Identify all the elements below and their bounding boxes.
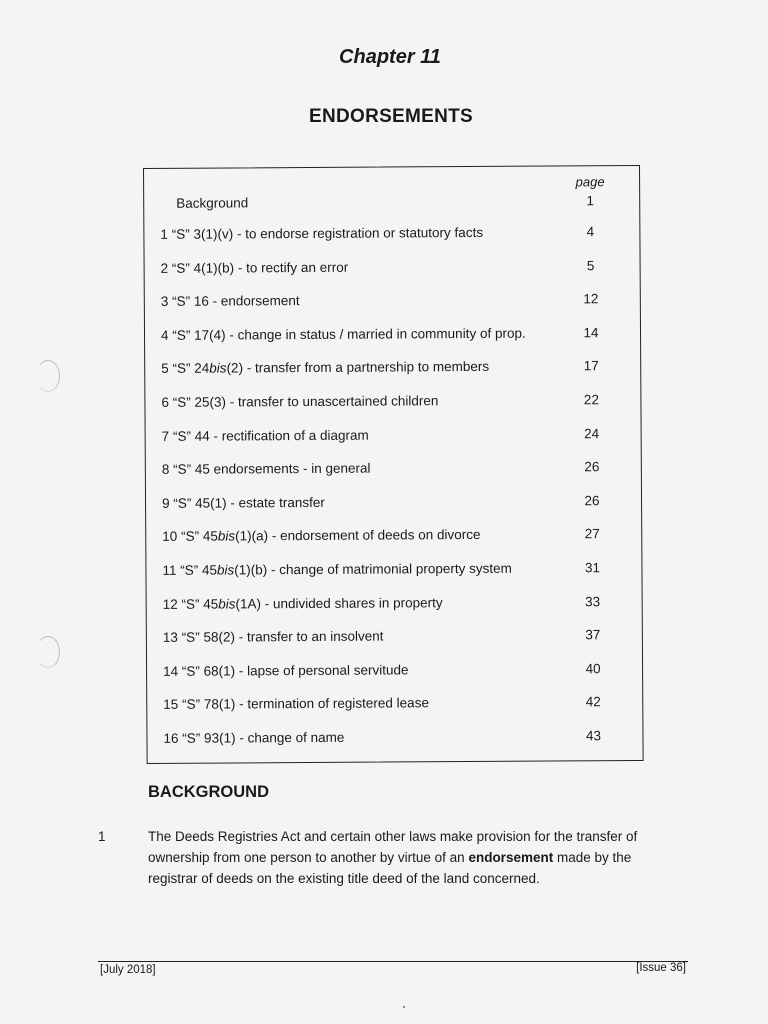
toc-row [145,392,640,415]
toc-entry-text: “S” 4(1)(b) - to rectify an error [171,259,349,276]
toc-entry-page: 33 [585,593,601,609]
punch-hole-mark [36,636,60,668]
toc-entry-label [163,662,408,678]
toc-entry-text: “S” 78(1) - termination of registered lease [182,695,429,713]
toc-row-background [144,193,639,216]
toc-entry-page: 5 [586,257,595,273]
toc-entry-number: 5 [161,361,169,377]
toc-entry-label [163,730,344,746]
paragraph-text [148,826,678,889]
toc-entry-page: 4 [586,224,595,240]
toc-entry-page: 22 [583,392,599,408]
toc-entry-text: “S” 24 [172,360,210,377]
toc-entry-page: 17 [583,358,599,374]
toc-row [147,728,642,751]
toc-entry-page: 14 [583,325,599,341]
toc-entry-label [162,427,369,443]
toc-row [146,560,641,583]
toc-entry-page: 26 [584,493,600,509]
toc-entry-number: 14 [163,663,179,679]
toc-entry-text: “S” 68(1) - lapse of personal servitude [181,662,409,679]
toc-row [147,594,642,617]
paragraph-number: 1 [98,829,106,844]
toc-entry-number: 4 [160,327,169,343]
toc-entry-number: 9 [162,495,170,511]
punch-hole-mark [36,360,60,392]
toc-entry-text: “S” 25(3) - transfer to unascertained children [172,393,439,410]
toc-entry-number: 10 [162,529,178,545]
toc-entry-text: “S” 45 endorsements - in general [173,460,371,478]
footer-date: [July 2018] [100,964,156,976]
toc-entry-number: 13 [162,629,178,646]
toc-entry-label [163,595,443,612]
toc-entry-page: 1 [586,193,595,209]
toc-entry-number: 7 [161,428,170,444]
toc-entry-label [162,527,480,544]
toc-row [147,661,642,684]
toc-entry-label [161,359,489,376]
toc-entry-label [162,495,325,511]
toc-entry-number: 6 [161,394,169,410]
toc-entry-text: “S” 58(2) - transfer to an insolvent [181,628,384,645]
toc-entry-italic: bis [218,596,236,612]
toc-entry-number: 8 [161,462,170,478]
toc-entry-text: (1)(a) - endorsement of deeds on divorce [235,527,481,544]
toc-entry-page: 24 [584,425,600,441]
toc-page-column-header: page [575,174,605,190]
toc-row [145,358,640,381]
toc-entry-page: 27 [584,526,600,542]
footer-rule [98,961,688,962]
toc-entry-label [162,461,371,477]
toc-entry-number: 16 [163,730,179,746]
toc-entry-page: 12 [583,291,599,307]
page-title: ENDORSEMENTS [308,106,474,127]
toc-entry-label: Background [176,195,249,211]
toc-entry-text: (1)(b) - change of matrimonial property system [234,560,512,578]
toc-entry-text: “S” 17(4) - change in status / married in community of prop. [172,325,526,343]
toc-row [147,694,642,717]
toc-row [144,224,639,247]
toc-entry-number: 2 [160,260,169,276]
toc-row [146,459,641,482]
toc-entry-page: 42 [585,694,601,710]
toc-entry-text: “S” 16 - endorsement [172,293,300,310]
section-heading: BACKGROUND [148,783,269,801]
toc-entry-text: “S” 45 [181,528,218,545]
toc-entry-label [160,225,483,242]
toc-entry-italic: bis [216,562,235,578]
toc-row [145,325,640,348]
toc-entry-italic: bis [217,528,236,544]
toc-entry-text: “S” 93(1) - change of name [182,729,345,746]
toc-entry-number: 1 [160,226,168,242]
toc-row [146,426,641,449]
table-of-contents [143,165,644,764]
toc-row [146,526,641,549]
paragraph-text-part: The Deeds Registries Act and certain other laws make provision for the transfer of ownership from one person to another by virtue of an [148,829,638,865]
toc-entry-page: 40 [585,661,601,677]
chapter-heading: Chapter 11 [339,46,441,68]
toc-entry-label [162,561,511,578]
paragraph-text-part: made by the registrar of deeds on the existing title deed of the land concerned. [148,850,632,886]
paragraph-bold-term: endorsement [468,850,554,865]
toc-row [146,493,641,516]
toc-entry-text: (2) - transfer from a partnership to members [226,359,490,376]
toc-entry-label [161,259,349,275]
toc-entry-page: 43 [585,728,602,744]
toc-entry-label [161,325,526,342]
toc-entry-label [163,696,429,713]
toc-entry-text: “S” 44 - rectification of a diagram [172,427,369,444]
toc-row [147,627,642,650]
toc-entry-number: 3 [160,294,169,310]
toc-entry-number: 11 [162,562,177,578]
toc-entry-page: 26 [584,459,600,475]
toc-entry-number: 15 [163,697,179,713]
footer-issue: [Issue 36] [636,962,686,974]
toc-entry-page: 37 [585,627,601,643]
toc-entry-label [161,293,300,309]
scan-speck [403,1006,405,1008]
toc-row [145,258,640,281]
toc-entry-text: “S” 3(1)(v) - to endorse registration or statutory facts [171,224,484,242]
toc-row [145,291,640,314]
toc-entry-label [163,629,384,645]
toc-entry-text: “S” 45 [180,562,218,578]
toc-entry-text: (1A) - undivided shares in property [235,594,443,612]
toc-entry-number: 12 [162,596,178,612]
toc-entry-label [161,393,438,410]
toc-entry-text: “S” 45(1) - estate transfer [173,494,325,511]
toc-entry-text: “S” 45 [181,596,219,612]
toc-entry-page: 31 [584,560,601,576]
toc-entry-italic: bis [209,360,227,376]
